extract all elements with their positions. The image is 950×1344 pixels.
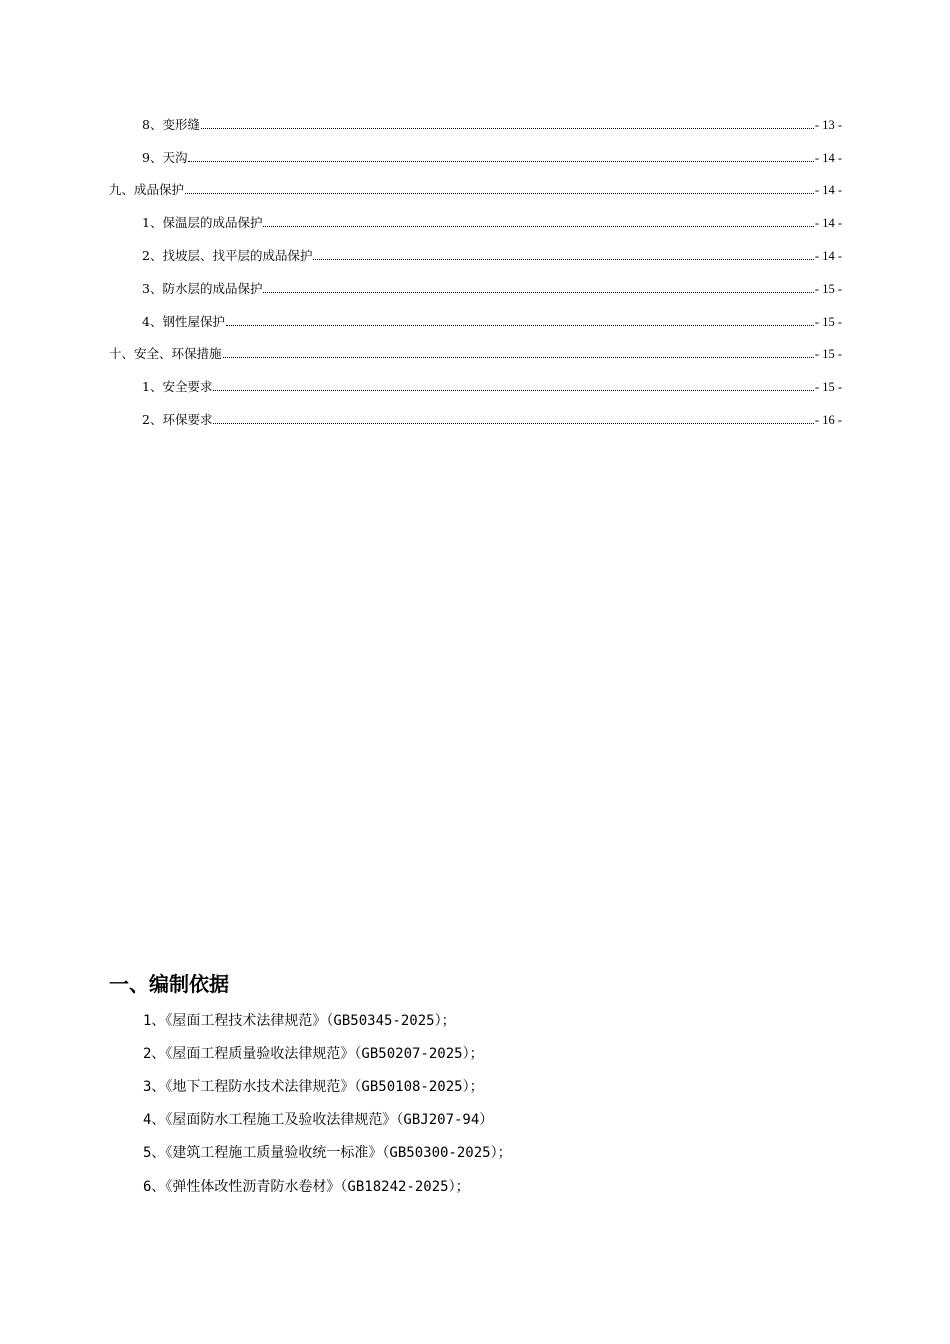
toc-entry[interactable] xyxy=(109,346,842,362)
toc-entry[interactable] xyxy=(142,248,842,264)
reference-list-item: 1、《屋面工程技术法律规范》（GB50345-2025）； xyxy=(143,1013,456,1029)
toc-leader-dots xyxy=(213,389,813,391)
toc-entry-label: 3、防水层的成品保护 xyxy=(142,281,263,296)
toc-entry-page: - 15 - xyxy=(814,282,842,296)
reference-list-item: 4、《屋面防水工程施工及验收法律规范》（GBJ207-94） xyxy=(143,1112,494,1128)
toc-leader-dots xyxy=(188,160,813,162)
toc-entry-page: - 14 - xyxy=(814,151,842,165)
toc-entry-label: 2、环保要求 xyxy=(142,412,213,427)
reference-list-item: 3、《地下工程防水技术法律规范》（GB50108-2025）； xyxy=(143,1079,484,1095)
toc-entry-page: - 16 - xyxy=(814,413,842,427)
toc-entry-label: 8、变形缝 xyxy=(142,117,200,132)
toc-leader-dots xyxy=(201,127,814,129)
toc-entry[interactable] xyxy=(142,215,842,231)
toc-leader-dots xyxy=(313,258,813,260)
toc-entry-label: 1、保温层的成品保护 xyxy=(142,215,263,230)
section-heading: 一、编制依据 xyxy=(109,972,229,996)
toc-leader-dots xyxy=(223,356,814,358)
toc-entry-page: - 15 - xyxy=(814,347,842,361)
toc-entry-label: 9、天沟 xyxy=(142,150,188,165)
toc-entry[interactable] xyxy=(142,379,842,395)
toc-entry-label: 1、安全要求 xyxy=(142,379,213,394)
toc-entry[interactable] xyxy=(142,150,842,166)
toc-leader-dots xyxy=(263,291,813,293)
toc-leader-dots xyxy=(213,422,813,424)
toc-entry-label: 2、找坡层、找平层的成品保护 xyxy=(142,248,313,263)
toc-entry-page: - 15 - xyxy=(814,315,842,329)
reference-list-item: 6、《弹性体改性沥青防水卷材》（GB18242-2025）； xyxy=(143,1179,470,1195)
toc-entry[interactable] xyxy=(142,412,842,428)
toc-entry-page: - 15 - xyxy=(814,380,842,394)
toc-entry-page: - 14 - xyxy=(814,216,842,230)
reference-list-item: 5、《建筑工程施工质量验收统一标准》（GB50300-2025）； xyxy=(143,1145,512,1161)
toc-entry[interactable] xyxy=(142,281,842,297)
toc-entry-page: - 14 - xyxy=(814,249,842,263)
toc-entry-label: 4、钢性屋保护 xyxy=(142,314,225,329)
toc-entry-page: - 13 - xyxy=(814,118,842,132)
toc-entry[interactable] xyxy=(142,117,842,133)
reference-list-item: 2、《屋面工程质量验收法律规范》（GB50207-2025）； xyxy=(143,1046,484,1062)
toc-entry-page: - 14 - xyxy=(814,183,842,197)
toc-entry-label: 九、成品保护 xyxy=(109,182,185,197)
toc-entry[interactable] xyxy=(142,314,842,330)
toc-leader-dots xyxy=(185,192,814,194)
toc-entry[interactable] xyxy=(109,182,842,198)
toc-leader-dots xyxy=(226,324,814,326)
toc-leader-dots xyxy=(263,225,813,227)
toc-entry-label: 十、安全、环保措施 xyxy=(109,346,222,361)
